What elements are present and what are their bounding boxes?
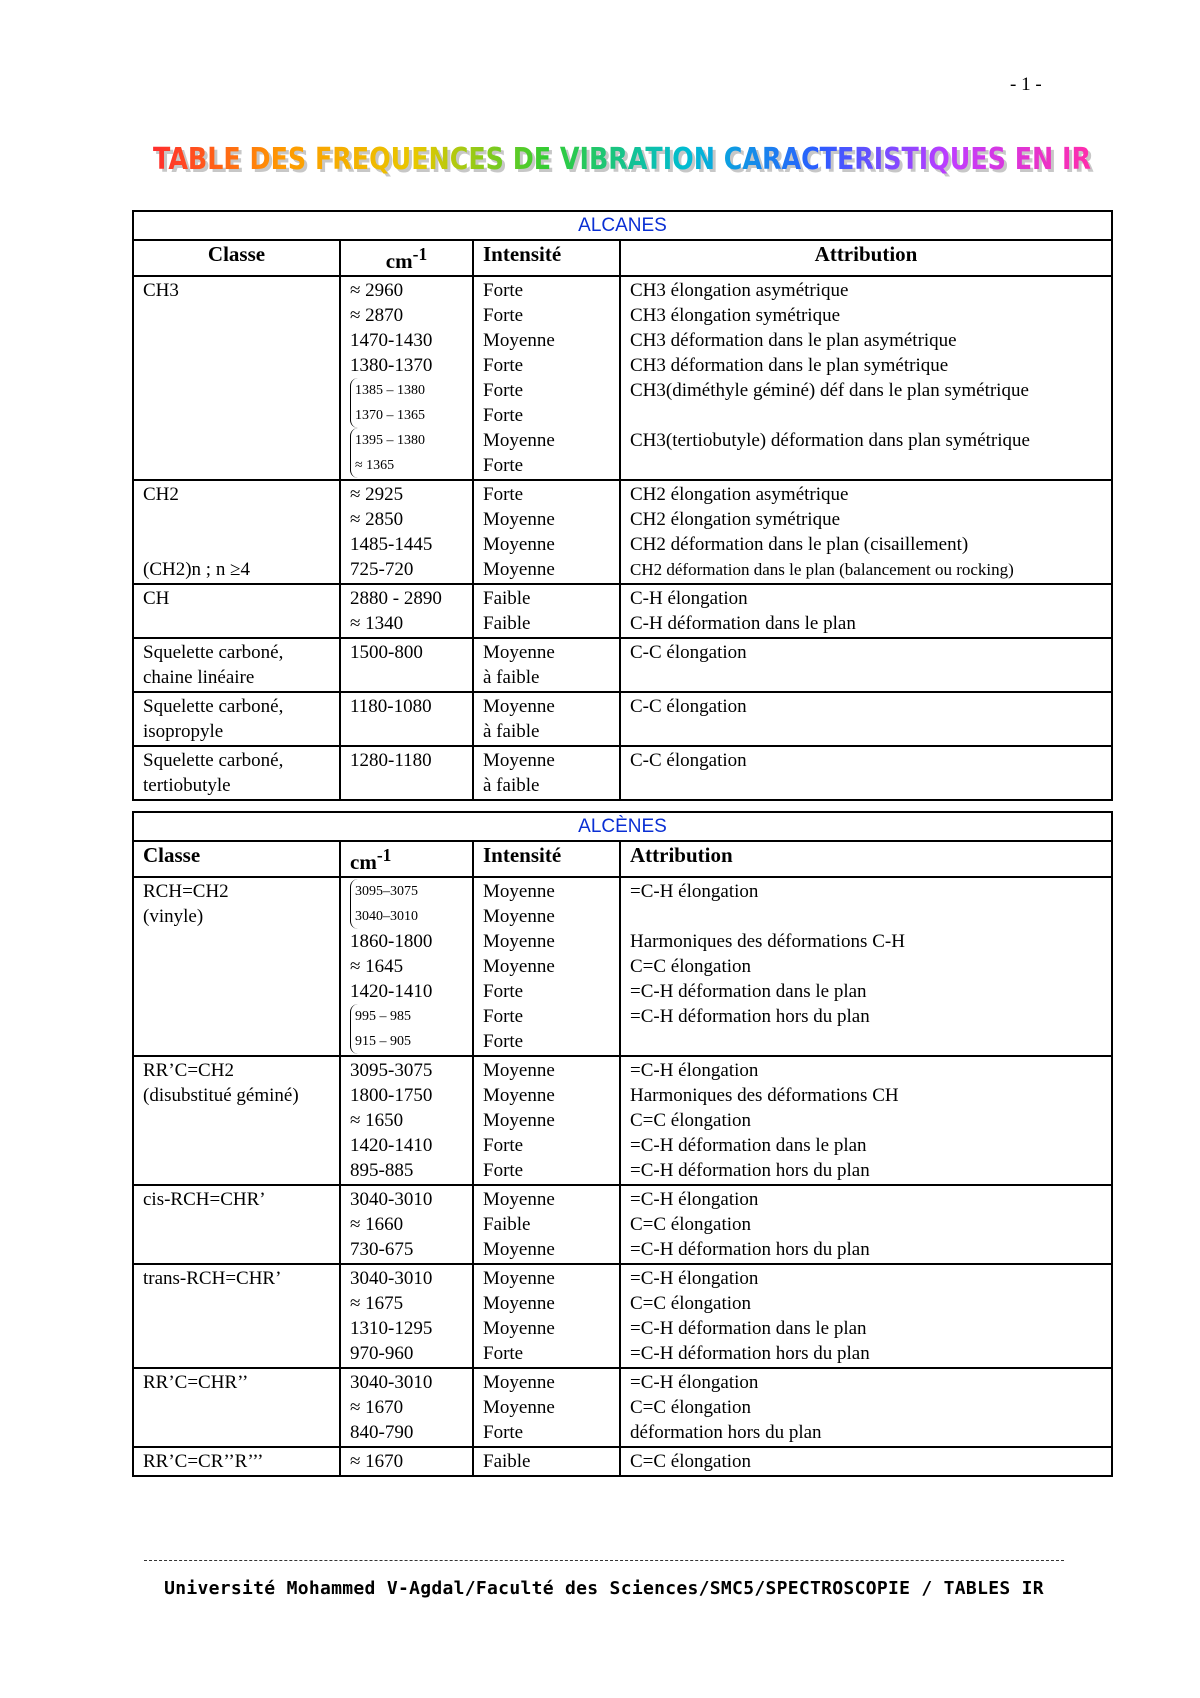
classe-line: CH3 — [143, 280, 179, 301]
header-attribution: Attribution — [620, 841, 1112, 877]
attribution-line: =C-H déformation hors du plan — [630, 1343, 870, 1364]
classe-line: Squelette carboné, — [143, 696, 284, 717]
attribution-line: =C-H élongation — [630, 1060, 759, 1081]
intensity-cell — [473, 1264, 620, 1368]
classe-line — [143, 507, 330, 532]
intensite-line: Forte — [483, 380, 524, 401]
frequency-line — [350, 879, 463, 904]
frequency-cell — [340, 746, 473, 800]
frequency-value: 1395 – 1380 — [350, 428, 425, 453]
attribution-cell — [620, 638, 1112, 692]
freq-line: ≈ 2960 — [350, 280, 404, 301]
classe-line: trans-RCH=CHR’ — [143, 1268, 282, 1289]
page-title — [150, 138, 1100, 182]
intensite-line: Forte — [483, 1031, 524, 1052]
attribution-line: CH2 déformation dans le plan (cisaillement) — [630, 534, 969, 555]
freq-line: 1470-1430 — [350, 330, 433, 351]
header-classe: Classe — [133, 841, 340, 877]
intensity-cell — [473, 276, 620, 480]
classe-line: RCH=CH2 — [143, 881, 229, 902]
attribution-cell — [620, 692, 1112, 746]
frequency-line — [350, 378, 463, 403]
frequency-value: 3095–3075 — [350, 879, 418, 904]
intensity-cell — [473, 692, 620, 746]
freq-line: ≈ 1660 — [350, 1214, 404, 1235]
frequency-value: 1370 – 1365 — [350, 403, 425, 428]
intensity-cell — [473, 1056, 620, 1185]
frequency-cell — [340, 1056, 473, 1185]
frequency-line — [350, 1029, 463, 1054]
intensite-line: Forte — [483, 484, 524, 505]
freq-line: 895-885 — [350, 1160, 414, 1181]
table-row — [133, 1368, 1112, 1447]
attribution-line — [630, 904, 1102, 929]
attribution-line: CH3(diméthyle géminé) déf dans le plan symétrique — [630, 380, 1029, 401]
table-row — [133, 480, 1112, 584]
freq-line: ≈ 1675 — [350, 1293, 404, 1314]
page-number: - 1 - — [1010, 74, 1042, 95]
attribution-cell — [620, 1185, 1112, 1264]
freq-line: ≈ 1670 — [350, 1451, 404, 1472]
table-row — [133, 276, 1112, 480]
attribution-line: CH2 déformation dans le plan (balancement ou rocking) — [630, 560, 1014, 579]
intensite-line: Moyenne — [483, 1085, 555, 1106]
intensite-line: Forte — [483, 1160, 524, 1181]
classe-line: (vinyle) — [143, 906, 204, 927]
frequency-cell — [340, 1447, 473, 1476]
header-intensite: Intensité — [473, 841, 620, 877]
attribution-cell — [620, 746, 1112, 800]
intensite-line: Moyenne — [483, 1060, 555, 1081]
intensite-line: Forte — [483, 1422, 524, 1443]
intensite-line: Moyenne — [483, 430, 555, 451]
classe-cell — [133, 877, 340, 1056]
intensite-line: Moyenne — [483, 1189, 555, 1210]
freq-line: 1800-1750 — [350, 1085, 433, 1106]
attribution-line — [630, 403, 1102, 428]
intensite-line: Moyenne — [483, 642, 555, 663]
attribution-line: C=C élongation — [630, 956, 752, 977]
frequency-value: 1385 – 1380 — [350, 378, 425, 403]
attribution-line: Harmoniques des déformations C-H — [630, 931, 905, 952]
freq-line: ≈ 1670 — [350, 1397, 404, 1418]
intensite-line: Moyenne — [483, 534, 555, 555]
attribution-line: =C-H déformation dans le plan — [630, 981, 867, 1002]
frequency-cell — [340, 638, 473, 692]
frequency-line — [350, 403, 463, 428]
table-row — [133, 1447, 1112, 1476]
alcanes-table — [132, 210, 1113, 801]
freq-line: 1280-1180 — [350, 750, 432, 771]
intensite-line: Moyenne — [483, 931, 555, 952]
attribution-line: =C-H déformation hors du plan — [630, 1006, 870, 1027]
freq-line: 3040-3010 — [350, 1268, 433, 1289]
attribution-line: =C-H élongation — [630, 881, 759, 902]
title-shadow: TABLE DES FREQUENCES DE VIBRATION CARACTERISTIQUES EN IR — [156, 145, 1094, 180]
frequency-cell — [340, 1368, 473, 1447]
classe-line: (CH2)n ; n ≥4 — [143, 559, 251, 580]
classe-cell — [133, 584, 340, 638]
attribution-line: =C-H déformation hors du plan — [630, 1160, 870, 1181]
classe-line: Squelette carboné, — [143, 750, 284, 771]
intensity-cell — [473, 584, 620, 638]
attribution-line: =C-H déformation hors du plan — [630, 1239, 870, 1260]
classe-cell — [133, 1264, 340, 1368]
attribution-line: C=C élongation — [630, 1293, 752, 1314]
frequency-cell — [340, 1264, 473, 1368]
attribution-line: CH3 élongation symétrique — [630, 305, 841, 326]
freq-line: 2880 - 2890 — [350, 588, 442, 609]
classe-line: Squelette carboné, — [143, 642, 284, 663]
attribution-line: CH3 élongation asymétrique — [630, 280, 849, 301]
attribution-line: C=C élongation — [630, 1214, 752, 1235]
attribution-line: C-C élongation — [630, 696, 747, 717]
table-row — [133, 1264, 1112, 1368]
intensite-line: Moyenne — [483, 330, 555, 351]
freq-line: 3040-3010 — [350, 1372, 433, 1393]
classe-cell — [133, 1185, 340, 1264]
header-cm: $cm^{-1}$ — [340, 240, 473, 276]
freq-line: 1380-1370 — [350, 355, 433, 376]
intensite-line: Moyenne — [483, 1318, 555, 1339]
intensite-line: à faible — [483, 667, 540, 688]
table-row — [133, 1056, 1112, 1185]
intensity-cell — [473, 1368, 620, 1447]
attribution-line: CH3(tertiobutyle) déformation dans plan symétrique — [630, 430, 1030, 451]
section-title-alcanes: ALCANES — [133, 211, 1112, 240]
intensite-line: à faible — [483, 775, 540, 796]
classe-cell — [133, 276, 340, 480]
freq-line: ≈ 2850 — [350, 509, 404, 530]
header-cm: $cm^{-1}$ — [340, 841, 473, 877]
classe-line: cis-RCH=CHR’ — [143, 1189, 266, 1210]
attribution-line: CH3 déformation dans le plan asymétrique — [630, 330, 957, 351]
attribution-cell — [620, 584, 1112, 638]
frequency-line — [350, 1004, 463, 1029]
attribution-line: C-H déformation dans le plan — [630, 613, 856, 634]
classe-cell — [133, 480, 340, 584]
attribution-cell — [620, 1368, 1112, 1447]
classe-cell — [133, 746, 340, 800]
classe-line: isopropyle — [143, 721, 224, 742]
frequency-cell — [340, 1185, 473, 1264]
intensity-cell — [473, 480, 620, 584]
intensity-cell — [473, 638, 620, 692]
attribution-line: CH2 élongation asymétrique — [630, 484, 849, 505]
intensity-cell — [473, 877, 620, 1056]
classe-line: CH — [143, 588, 170, 609]
classe-line: RR’C=CHR’’ — [143, 1372, 249, 1393]
intensite-line: Forte — [483, 1135, 524, 1156]
intensite-line: Faible — [483, 613, 531, 634]
classe-line: (disubstitué géminé) — [143, 1085, 299, 1106]
classe-line: CH2 — [143, 484, 179, 505]
intensite-line: Faible — [483, 1451, 531, 1472]
attribution-cell — [620, 480, 1112, 584]
attribution-line: Harmoniques des déformations CH — [630, 1085, 899, 1106]
intensite-line: Moyenne — [483, 750, 555, 771]
intensite-line: Forte — [483, 455, 524, 476]
freq-line: 1485-1445 — [350, 534, 433, 555]
attribution-cell — [620, 877, 1112, 1056]
intensite-line: Forte — [483, 280, 524, 301]
attribution-cell — [620, 1447, 1112, 1476]
attribution-line: =C-H élongation — [630, 1189, 759, 1210]
freq-line: 3040-3010 — [350, 1189, 433, 1210]
intensite-line: Forte — [483, 355, 524, 376]
intensite-line: Moyenne — [483, 1372, 555, 1393]
page-footer: Université Mohammed V-Agdal/Faculté des Sciences/SMC5/SPECTROSCOPIE / TABLES IR — [164, 1578, 1044, 1599]
freq-line: 840-790 — [350, 1422, 414, 1443]
frequency-line — [350, 428, 463, 453]
frequency-cell — [340, 692, 473, 746]
freq-line: 1180-1080 — [350, 696, 432, 717]
freq-line: ≈ 2870 — [350, 305, 404, 326]
intensite-line: Faible — [483, 588, 531, 609]
intensity-cell — [473, 1185, 620, 1264]
intensite-line: Forte — [483, 981, 524, 1002]
table-row — [133, 1185, 1112, 1264]
attribution-line: CH2 élongation symétrique — [630, 509, 841, 530]
title-text: TABLE DES FREQUENCES DE VIBRATION CARACTERISTIQUES EN IR — [153, 142, 1091, 177]
intensite-line: Forte — [483, 1006, 524, 1027]
intensite-line: Moyenne — [483, 1239, 555, 1260]
frequency-value: 915 – 905 — [350, 1029, 411, 1054]
header-intensite: Intensité — [473, 240, 620, 276]
intensite-line: Forte — [483, 1343, 524, 1364]
attribution-cell — [620, 1056, 1112, 1185]
classe-cell — [133, 1056, 340, 1185]
intensite-line: Forte — [483, 405, 524, 426]
attribution-line: CH3 déformation dans le plan symétrique — [630, 355, 949, 376]
freq-line: 730-675 — [350, 1239, 414, 1260]
intensite-line: Moyenne — [483, 509, 555, 530]
footer-divider — [144, 1560, 1064, 1561]
freq-line: ≈ 1645 — [350, 956, 404, 977]
freq-line: 725-720 — [350, 559, 414, 580]
header-attribution: Attribution — [620, 240, 1112, 276]
table-row — [133, 692, 1112, 746]
freq-line: ≈ 1340 — [350, 613, 404, 634]
attribution-line: =C-H élongation — [630, 1372, 759, 1393]
attribution-cell — [620, 276, 1112, 480]
classe-line — [143, 532, 330, 557]
freq-line: 970-960 — [350, 1343, 414, 1364]
attribution-line: =C-H déformation dans le plan — [630, 1318, 867, 1339]
freq-line: ≈ 2925 — [350, 484, 404, 505]
frequency-cell — [340, 584, 473, 638]
rainbow-title-graphic — [150, 138, 1100, 182]
frequency-value: 995 – 985 — [350, 1004, 411, 1029]
table-row — [133, 584, 1112, 638]
intensite-line: Moyenne — [483, 559, 555, 580]
classe-line: chaine linéaire — [143, 667, 255, 688]
intensite-line: Moyenne — [483, 906, 555, 927]
table-row — [133, 746, 1112, 800]
frequency-cell — [340, 480, 473, 584]
attribution-line: C-C élongation — [630, 750, 747, 771]
intensite-line: Faible — [483, 1214, 531, 1235]
intensite-line: Forte — [483, 305, 524, 326]
freq-line: 1310-1295 — [350, 1318, 433, 1339]
freq-line: 1420-1410 — [350, 1135, 433, 1156]
frequency-value: 3040–3010 — [350, 904, 418, 929]
intensite-line: Moyenne — [483, 1268, 555, 1289]
attribution-line: C-H élongation — [630, 588, 748, 609]
attribution-line: C-C élongation — [630, 642, 747, 663]
classe-cell — [133, 638, 340, 692]
attribution-line: C=C élongation — [630, 1397, 752, 1418]
frequency-line — [350, 904, 463, 929]
freq-line: 1420-1410 — [350, 981, 433, 1002]
freq-line: ≈ 1650 — [350, 1110, 404, 1131]
classe-cell — [133, 1368, 340, 1447]
classe-cell — [133, 692, 340, 746]
attribution-line: =C-H élongation — [630, 1268, 759, 1289]
intensite-line: Moyenne — [483, 881, 555, 902]
freq-line: 3095-3075 — [350, 1060, 433, 1081]
intensity-cell — [473, 1447, 620, 1476]
intensite-line: Moyenne — [483, 956, 555, 977]
section-title-alcenes: ALCÈNES — [133, 812, 1112, 841]
alcenes-table — [132, 811, 1113, 1477]
intensite-line: Moyenne — [483, 1293, 555, 1314]
classe-line: RR’C=CH2 — [143, 1060, 234, 1081]
table-row — [133, 877, 1112, 1056]
classe-line: tertiobutyle — [143, 775, 231, 796]
intensity-cell — [473, 746, 620, 800]
intensite-line: Moyenne — [483, 1397, 555, 1418]
intensite-line: à faible — [483, 721, 540, 742]
freq-line: 1500-800 — [350, 642, 423, 663]
header-classe: Classe — [133, 240, 340, 276]
table-row — [133, 638, 1112, 692]
frequency-cell — [340, 276, 473, 480]
classe-cell — [133, 1447, 340, 1476]
frequency-line — [350, 453, 463, 478]
attribution-line: =C-H déformation dans le plan — [630, 1135, 867, 1156]
attribution-line — [630, 453, 1102, 478]
attribution-line — [630, 1029, 1102, 1054]
attribution-line: C=C élongation — [630, 1451, 752, 1472]
intensite-line: Moyenne — [483, 696, 555, 717]
frequency-cell — [340, 877, 473, 1056]
classe-line: RR’C=CR’’R’’’ — [143, 1451, 264, 1472]
intensite-line: Moyenne — [483, 1110, 555, 1131]
attribution-line: C=C élongation — [630, 1110, 752, 1131]
frequency-value: ≈ 1365 — [350, 453, 394, 478]
attribution-line: déformation hors du plan — [630, 1422, 822, 1443]
attribution-cell — [620, 1264, 1112, 1368]
freq-line: 1860-1800 — [350, 931, 433, 952]
